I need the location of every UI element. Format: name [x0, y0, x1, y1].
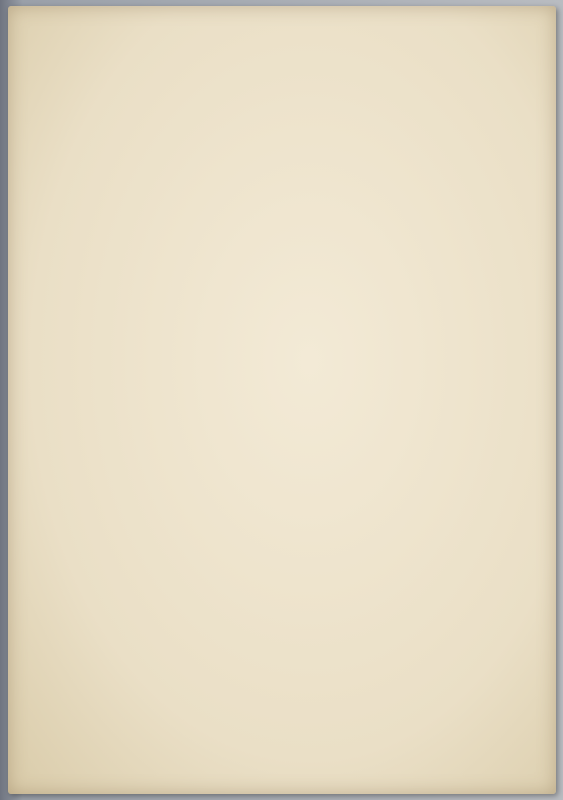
- book-page: [8, 6, 556, 794]
